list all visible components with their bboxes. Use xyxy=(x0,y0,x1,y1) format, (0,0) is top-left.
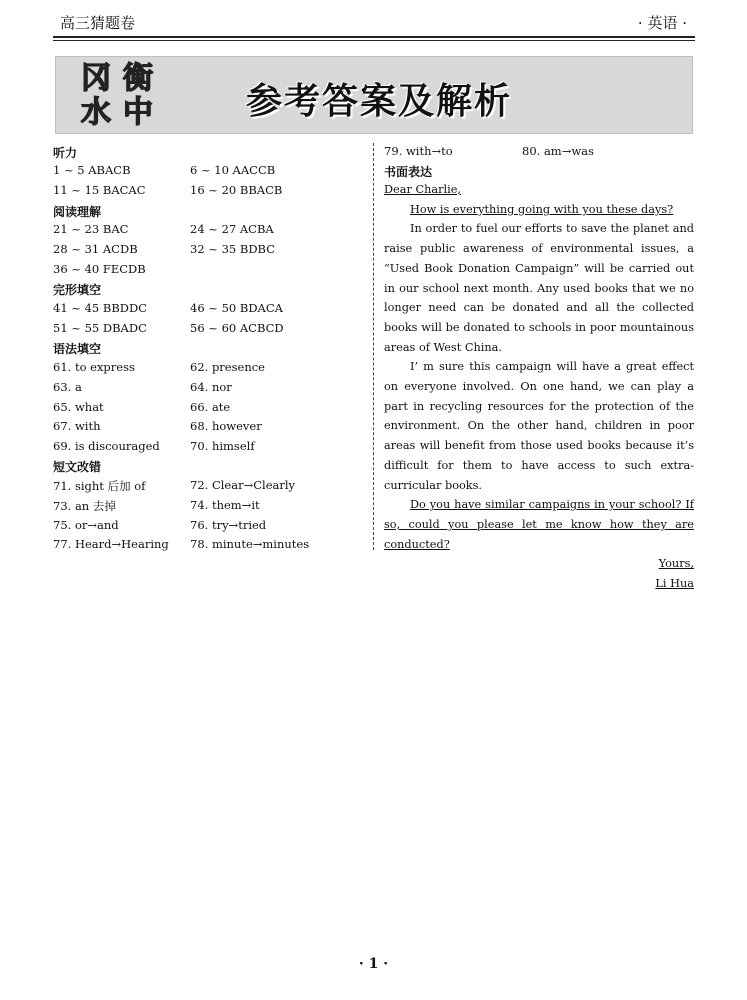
section-title-reading: 阅读理解 xyxy=(53,205,102,219)
page-title: 参考答案及解析 xyxy=(246,81,513,122)
answer-cell: 68. however xyxy=(190,419,262,433)
answer-cell: 1 ~ 5 ABACB xyxy=(53,163,131,177)
essay xyxy=(384,180,694,594)
answer-cell: 78. minute→minutes xyxy=(190,537,310,551)
answer-cell: 73. an 去掉 xyxy=(53,499,116,513)
answer-cell: 16 ~ 20 BBACB xyxy=(190,183,283,197)
answer-cell: 66. ate xyxy=(190,400,231,414)
essay-opening: How is everything going with you these days? xyxy=(410,202,674,216)
answer-cell: 72. Clear→Clearly xyxy=(190,478,296,492)
essay-closing-question: Do you have similar campaigns in your school? If so, could you please let me know how they are conducted? xyxy=(384,498,694,551)
answer-cell: 79. with→to xyxy=(384,144,453,158)
essay-paragraph: I’ m sure this campaign will have a great effect on everyone involved. On one hand, we can play a part in recycling resources for the protection of the environment. On the other hand, children in poor areas will benefit from those used books because it’s difficult for them to have access to such extra-curricular books. xyxy=(384,360,694,492)
section-title-grammar: 语法填空 xyxy=(53,342,102,356)
section-title-correction: 短文改错 xyxy=(53,460,102,474)
answer-cell: 67. with xyxy=(53,419,101,433)
answer-cell: 70. himself xyxy=(190,439,255,453)
answer-cell: 28 ~ 31 ACDB xyxy=(53,242,138,256)
answer-cell: 62. presence xyxy=(190,360,265,374)
essay-signature: Li Hua xyxy=(655,577,694,591)
answer-cell: 24 ~ 27 ACBA xyxy=(190,222,274,236)
title-banner xyxy=(55,56,693,134)
answer-cell: 51 ~ 55 DBADC xyxy=(53,321,147,335)
seal-logo xyxy=(76,63,158,129)
answer-cell: 71. sight 后加 of xyxy=(53,479,146,493)
header-rule-thin xyxy=(53,40,695,41)
page-number: · 1 · xyxy=(358,956,389,972)
answer-cell: 80. am→was xyxy=(522,144,594,158)
answer-cell: 69. is discouraged xyxy=(53,439,160,453)
answer-cell: 63. a xyxy=(53,380,82,394)
answer-cell: 74. them→it xyxy=(190,498,260,512)
answer-cell: 76. try→tried xyxy=(190,518,267,532)
answer-cell: 6 ~ 10 AACCB xyxy=(190,163,276,177)
answer-cell: 32 ~ 35 BDBC xyxy=(190,242,276,256)
answer-cell: 36 ~ 40 FECDB xyxy=(53,262,146,276)
answer-cell: 75. or→and xyxy=(53,518,119,532)
essay-paragraph: In order to fuel our efforts to save the planet and raise public awareness of environmental issues, a “Used Book Donation Campaign” will be carried out in our school next month. Any used books that we no longer need can be donated and all the collected books will be donated to schools in poor mountainous areas of West China. xyxy=(384,222,694,354)
section-title-listening: 听力 xyxy=(53,146,78,160)
answer-cell: 65. what xyxy=(53,400,104,414)
essay-signoff: Yours, xyxy=(658,557,694,571)
answer-cell: 61. to express xyxy=(53,360,135,374)
answer-cell: 46 ~ 50 BDACA xyxy=(190,301,283,315)
logo-char: 冈 xyxy=(81,61,111,96)
section-title-cloze: 完形填空 xyxy=(53,283,102,297)
header-exam-title: 高三猜题卷 xyxy=(60,14,136,32)
answer-cell: 41 ~ 45 BBDDC xyxy=(53,301,148,315)
answer-cell: 77. Heard→Hearing xyxy=(53,537,169,551)
section-title-writing: 书面表达 xyxy=(384,165,433,179)
logo-char: 衡 xyxy=(123,61,153,96)
header-subject: · 英语 · xyxy=(637,14,687,32)
answer-cell: 21 ~ 23 BAC xyxy=(53,222,129,236)
answer-cell: 56 ~ 60 ACBCD xyxy=(190,321,284,335)
answer-cell: 11 ~ 15 BACAC xyxy=(53,183,146,197)
logo-char: 水 xyxy=(81,95,111,130)
logo-char: 中 xyxy=(123,95,153,130)
column-divider xyxy=(373,143,374,550)
essay-salutation: Dear Charlie, xyxy=(384,183,462,196)
header-rule xyxy=(53,36,695,38)
answer-cell: 64. nor xyxy=(190,380,232,394)
